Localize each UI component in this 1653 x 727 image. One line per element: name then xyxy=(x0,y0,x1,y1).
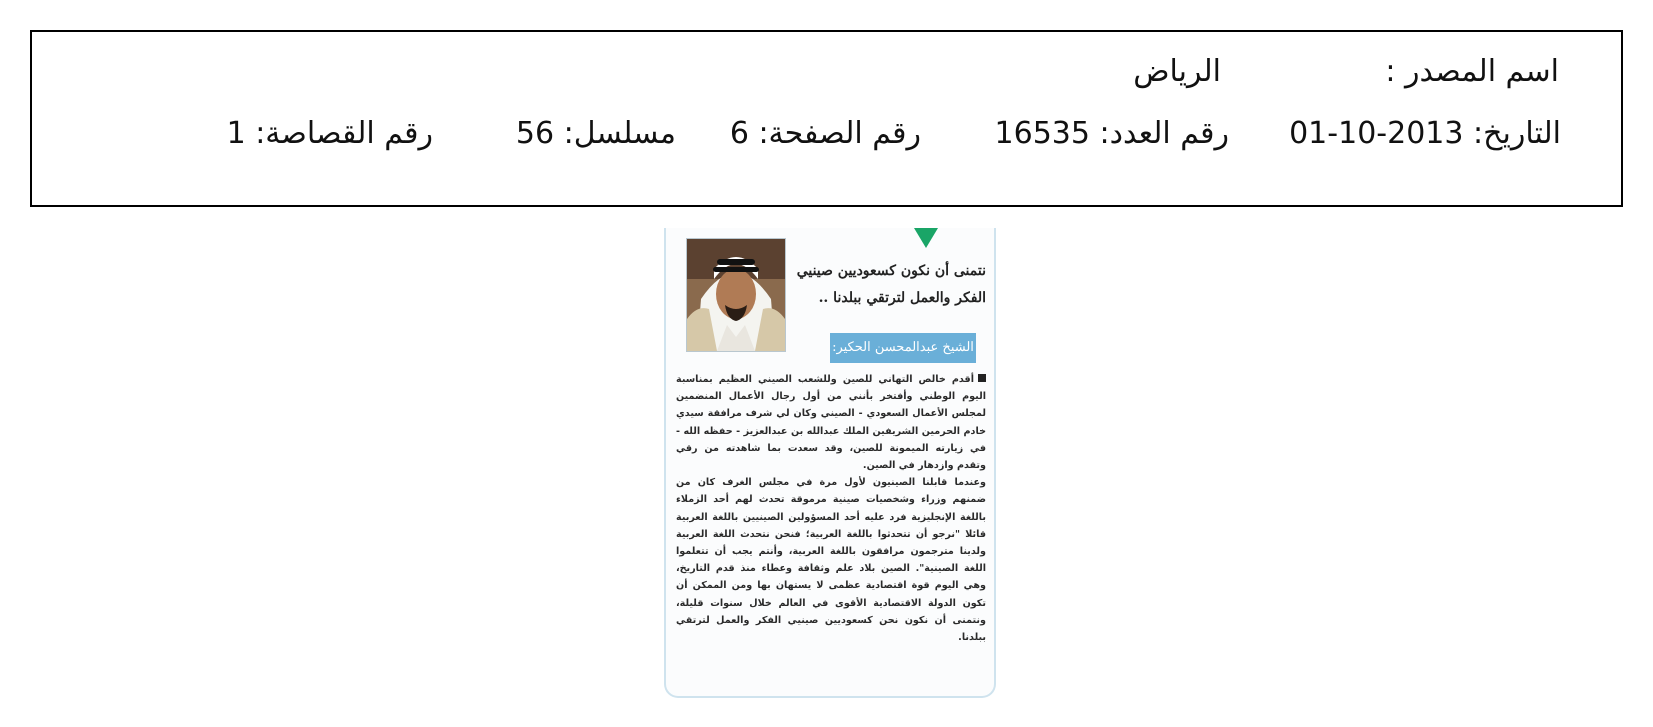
article-body xyxy=(676,371,986,646)
article-paragraph-2: وعندما قابلنا الصينيون لأول مرة في مجلس الغرف كان من ضمنهم وزراء وشخصيات صينية مرموقة تحدث لهم أحد الزملاء باللغة الإنجليزية فرد عليه أحد المسؤولين الصينيين باللغة العربية قائلا "نرجو أن تتحدثوا باللغة العربية؛ فنحن نتحدث اللغة العربية ولدينا مترجمون مرافقون باللغة العربية، وأنتم يجب أن تتعلموا اللغة الصينية". الصين بلاد علم وثقافة وعطاء منذ قدم التاريخ، وهي اليوم قوة اقتصادية عظمى لا يستهان بها ومن الممكن أن تكون الدولة الاقتصادية الأقوى في العالم خلال سنوات قليلة، ونتمنى أن نكون نحن كسعوديين صينيي الفكر والعمل لترتقي ببلدنا. xyxy=(676,477,986,644)
clipping-number-field: رقم القصاصة: 1 xyxy=(226,116,433,151)
headline-line-1: نتمنى أن نكون كسعوديين صينيي xyxy=(796,263,986,279)
portrait-photo xyxy=(686,238,786,352)
source-value: الرياض xyxy=(1133,54,1221,89)
clipping-metadata-box xyxy=(30,30,1623,207)
date-field: التاريخ: 2013-10-01 xyxy=(1289,116,1561,151)
serial-field: مسلسل: 56 xyxy=(515,116,676,151)
page-number-field: رقم الصفحة: 6 xyxy=(729,116,921,151)
article-paragraph-1: أقدم خالص التهاني للصين وللشعب الصيني العظيم بمناسبة اليوم الوطني وأفتخر بأنني من أول رجال الأعمال المنضمين لمجلس الأعمال السعودي - الصيني وكان لي شرف مرافقة سيدي خادم الحرمين الشريفين الملك عبدالله بن عبدالعزيز - حفظه الله - في زيارته الميمونة للصين، وقد سعدت بما شاهدته من رقي وتقدم وازدهار في الصين. xyxy=(676,374,986,472)
green-triangle-marker xyxy=(914,228,938,248)
article-headline xyxy=(786,258,986,312)
source-label: اسم المصدر : xyxy=(1385,54,1559,89)
headline-line-2: الفكر والعمل لترتقي ببلدنا .. xyxy=(818,290,986,306)
newspaper-clipping xyxy=(664,228,996,698)
issue-number-field: رقم العدد: 16535 xyxy=(994,116,1229,151)
speaker-name-tag: الشيخ عبدالمحسن الحكير: xyxy=(830,333,976,363)
bullet-square-icon xyxy=(978,374,986,382)
